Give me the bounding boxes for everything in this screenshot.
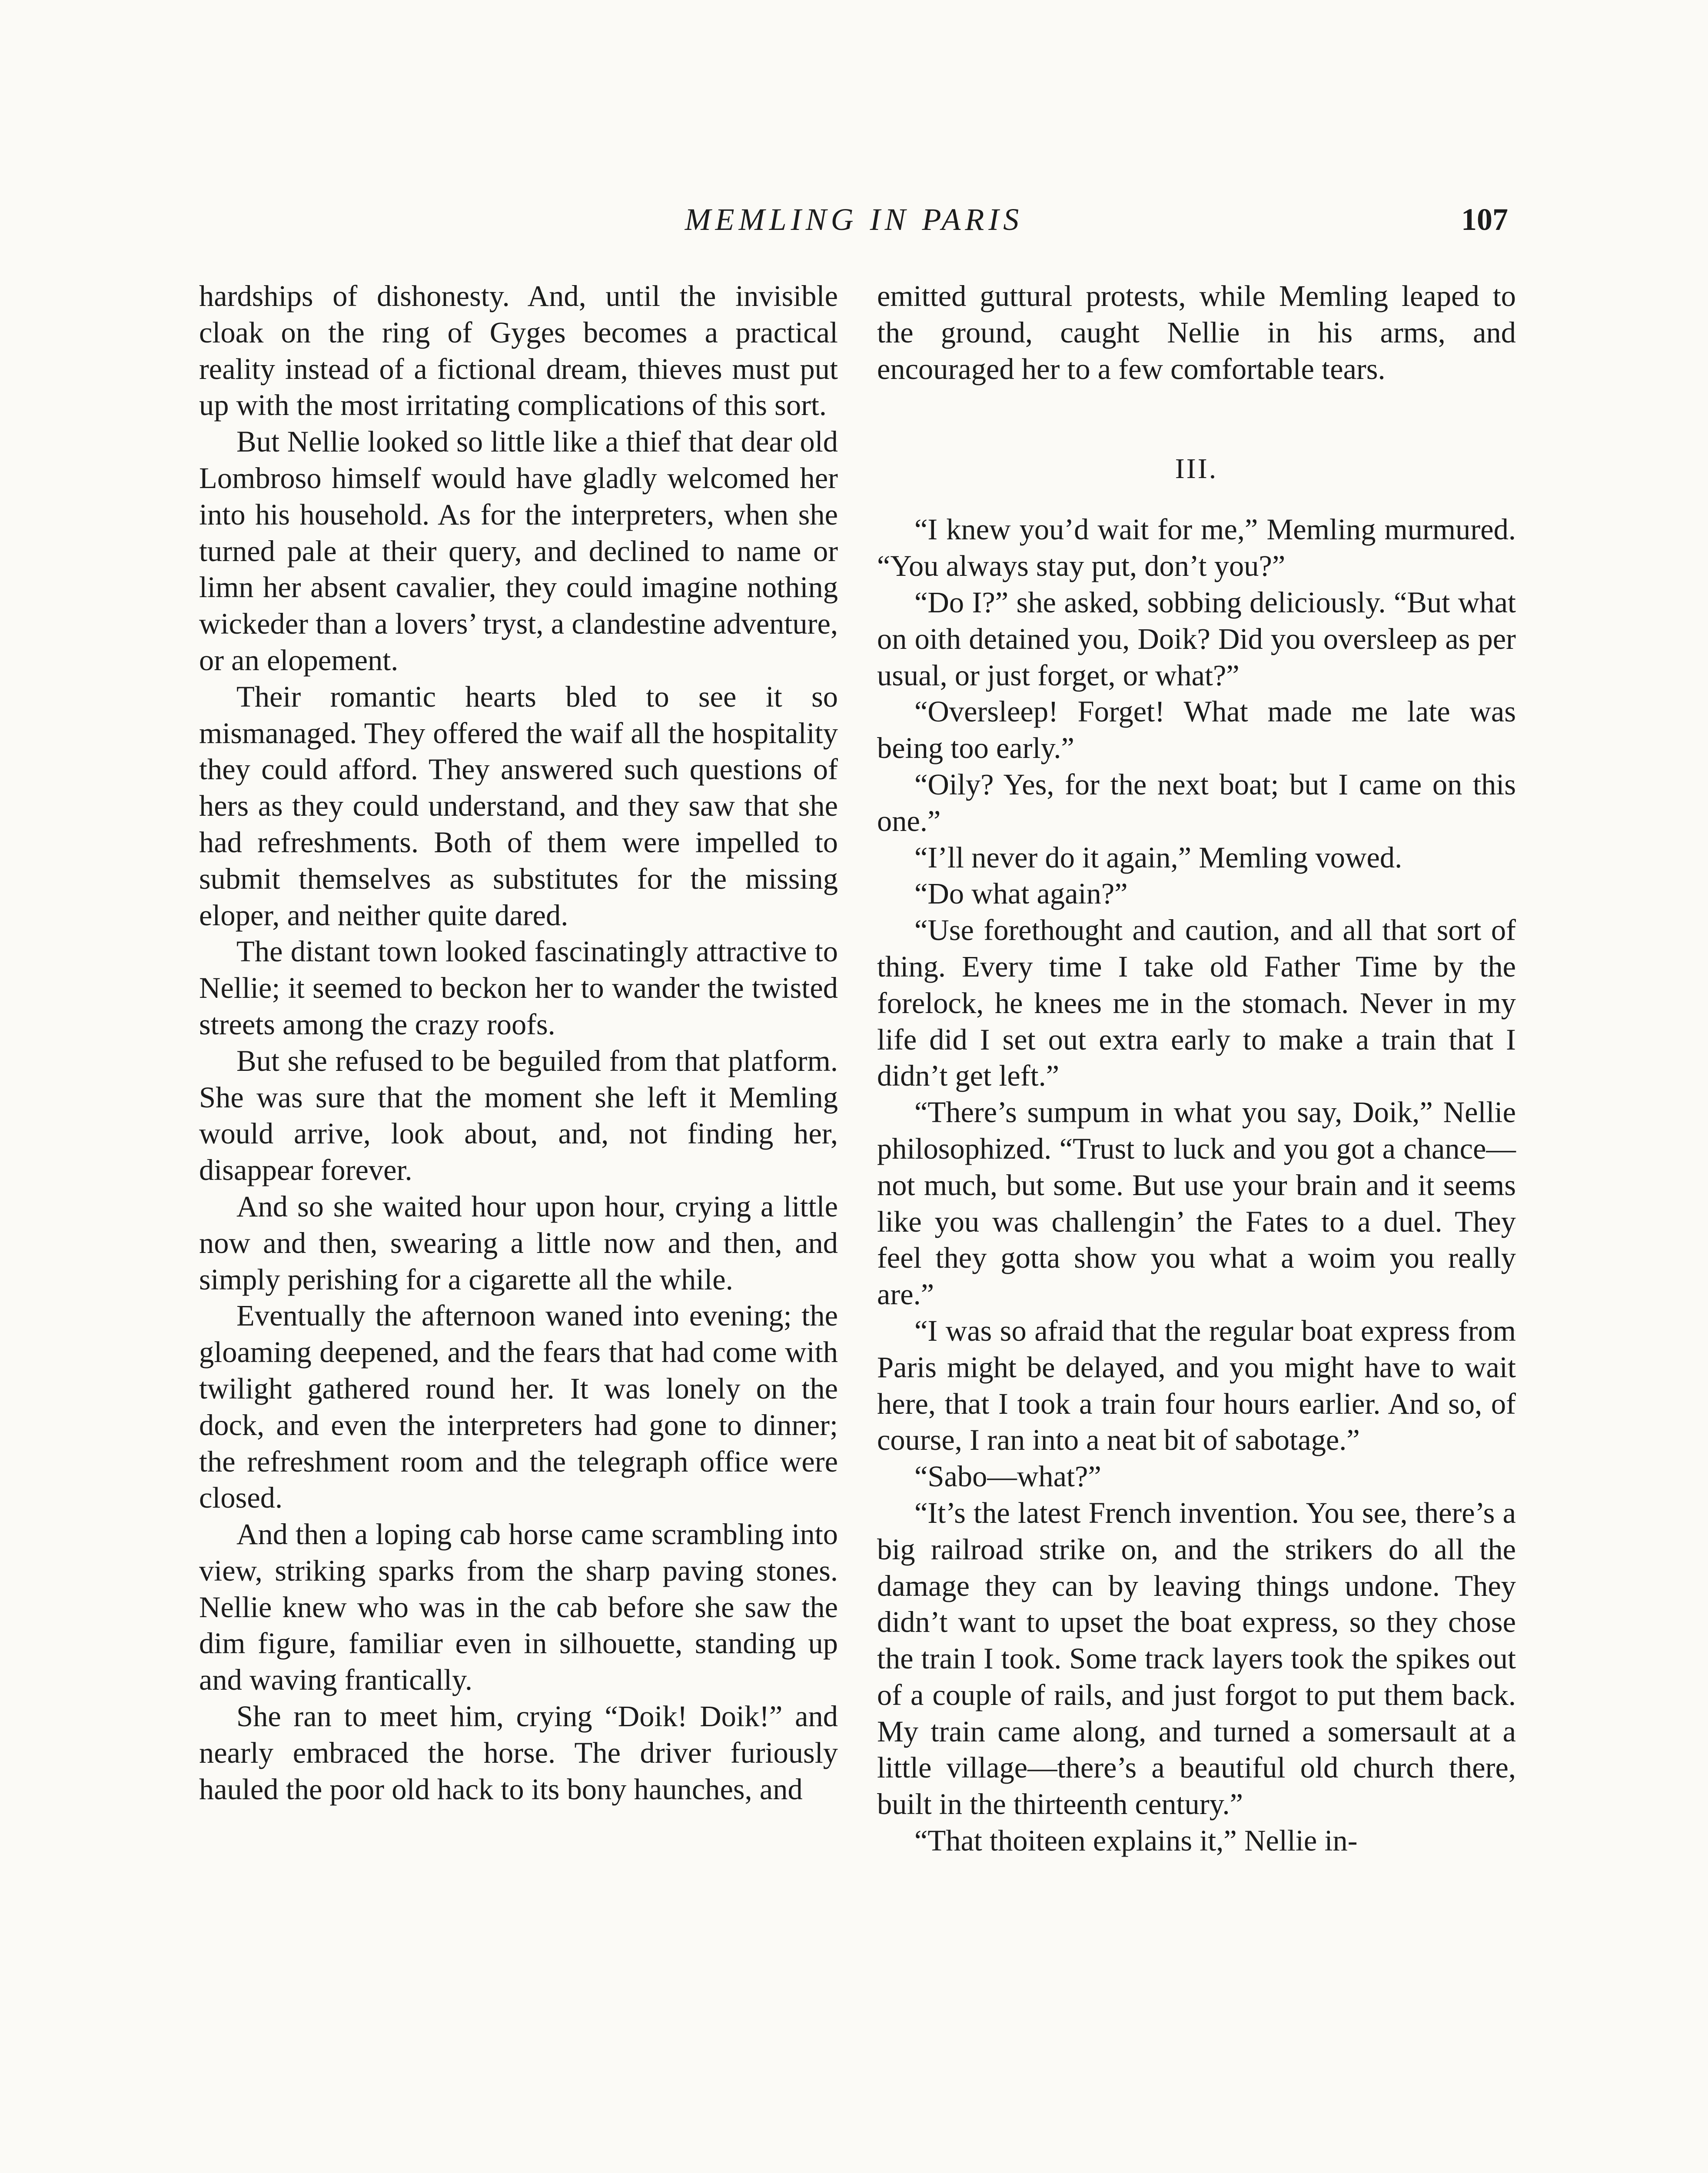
paragraph: And then a loping cab horse came scrambling into view, striking sparks from the sharp paving stones. Nellie knew who was in the cab before she saw the dim figure, familiar even in silhouette, standing up and waving frantically. (199, 1518, 838, 1697)
paragraph: Eventually the afternoon waned into evening; the gloaming deepened, and the fears that had come with twilight gathered round her. It was lonely on the dock, and even the interpreters had gone to dinner; the refreshment room and the telegraph office were closed. (199, 1299, 838, 1515)
paragraph: The distant town looked fascinatingly attractive to Nellie; it seemed to beckon her to wander the twisted streets among the crazy roofs. (199, 935, 838, 1041)
page-number: 107 (1461, 202, 1508, 237)
left-column (199, 278, 838, 1808)
paragraph: “Oily? Yes, for the next boat; but I came on this one.” (877, 768, 1516, 837)
paragraph: “Oversleep! Forget! What made me late was being too early.” (877, 695, 1516, 765)
paragraph: “Do what again?” (914, 877, 1128, 910)
paragraph: emitted guttural protests, while Memling leaped to the ground, caught Nellie in his arms, and encouraged her to a few comfortable tears. (877, 279, 1516, 385)
right-column (877, 278, 1516, 1859)
page-header (200, 198, 1508, 250)
paragraph: “There’s sumpum in what you say, Doik,” Nellie philosophized. “Trust to luck and you got a chance—not much, but some. But use your brain and it seems like you was challengin’ the Fates to a duel. They feel they gotta show you what a woim you really are.” (877, 1096, 1516, 1311)
section-heading: III. (1175, 453, 1218, 485)
paragraph: And so she waited hour upon hour, crying a little now and then, swearing a little now and then, and simply perishing for a cigarette all the while. (199, 1190, 838, 1296)
paragraph: “Use forethought and caution, and all that sort of thing. Every time I take old Father Time by the forelock, he knees me in the stomach. Never in my life did I set out extra early to make a train that I didn’t get left.” (877, 914, 1516, 1093)
running-title: MEMLING IN PARIS (685, 202, 1023, 237)
paragraph: “Sabo—what?” (914, 1460, 1101, 1493)
paragraph: “It’s the latest French invention. You see, there’s a big railroad strike on, and the strikers do all the damage they can by leaving things undone. They didn’t want to upset the boat express, so they chose the train I took. Some track layers took the spikes out of a couple of rails, and just forgot to put them back. My train came along, and turned a somersault at a little village—there’s a beautiful old church there, built in the thirteenth century.” (877, 1496, 1516, 1821)
paragraph: “That thoiteen explains it,” Nellie in- (914, 1824, 1358, 1857)
paragraph: But she refused to be beguiled from that platform. She was sure that the moment she left it Memling would arrive, look about, and, not finding her, disappear forever. (199, 1044, 838, 1187)
paragraph: She ran to meet him, crying “Doik! Doik!” and nearly embraced the horse. The driver furiously hauled the poor old hack to its bony haunches, and (199, 1700, 838, 1806)
paragraph: “Do I?” she asked, sobbing deliciously. “But what on oith detained you, Doik? Did you oversleep as per usual, or just forget, or what?” (877, 585, 1516, 692)
paragraph: Their romantic hearts bled to see it so mismanaged. They offered the waif all the hospitality they could afford. They answered such questions of hers as they could understand, and they saw that she had refreshments. Both of them were impelled to submit themselves as substitutes for the missing eloper, and neither quite dared. (199, 680, 838, 932)
paragraph: “I was so afraid that the regular boat express from Paris might be delayed, and you might have to wait here, that I took a train four hours earlier. And so, of course, I ran into a neat bit of sabotage.” (877, 1314, 1516, 1457)
paragraph: “I’ll never do it again,” Memling vowed. (914, 841, 1402, 874)
paragraph: “I knew you’d wait for me,” Memling murmured. “You always stay put, don’t you?” (877, 513, 1516, 583)
paragraph: hardships of dishonesty. And, until the invisible cloak on the ring of Gyges becomes a practical reality instead of a fictional dream, thieves must put up with the most irritating complications of this sort. (199, 279, 838, 422)
paragraph: But Nellie looked so little like a thief that dear old Lombroso himself would have gladly welcomed her into his household. As for the interpreters, when she turned pale at their query, and declined to name or limn her absent cavalier, they could imagine nothing wickeder than a lovers’ tryst, a clandestine adventure, or an elopement. (199, 425, 838, 677)
